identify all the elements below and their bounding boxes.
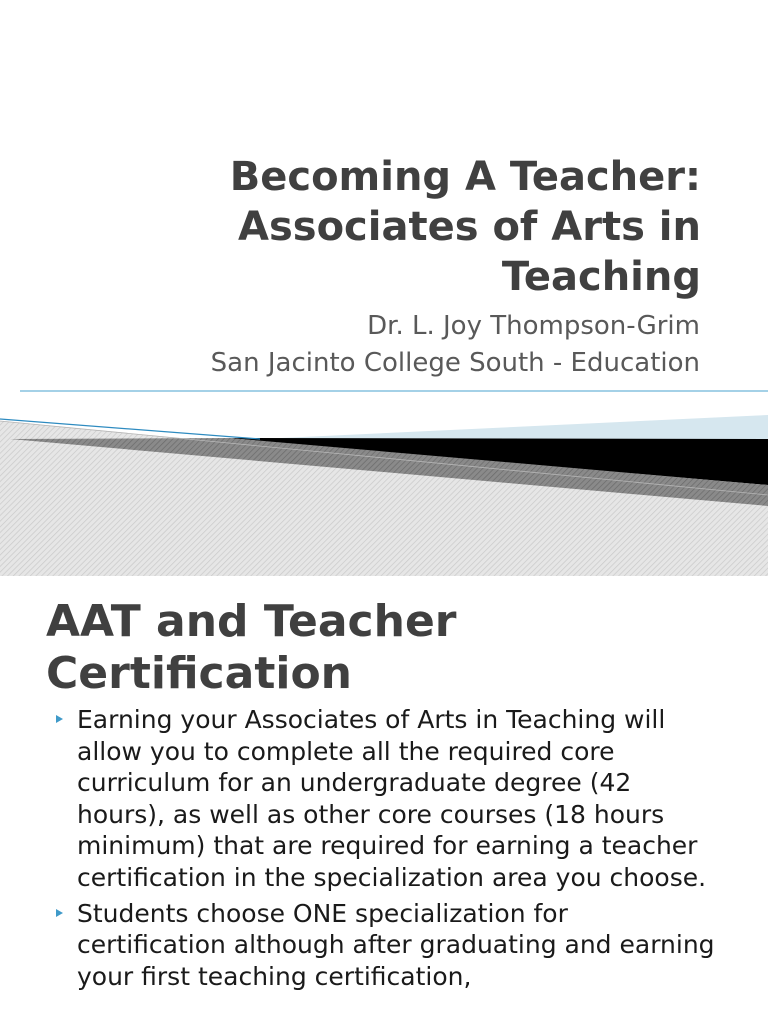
list-item bbox=[56, 704, 716, 894]
slide-title bbox=[81, 152, 701, 302]
bullet-text: Earning your Associates of Arts in Teaching will allow you to complete all the required core curriculum for an undergraduate degree (42 hours), as well as other core courses (18 hours minimum) that are required for earning a teacher certification in the specialization area you choose. bbox=[77, 705, 707, 892]
bullet-text: Students choose ONE specialization for certification although after graduating and earning your first teaching certification, bbox=[77, 898, 715, 991]
bullet-list bbox=[56, 704, 716, 996]
title-block bbox=[81, 152, 701, 302]
list-item bbox=[56, 898, 716, 993]
content-slide-title bbox=[46, 596, 726, 700]
subtitle-block bbox=[60, 308, 700, 382]
slide-title-line: Teaching bbox=[501, 254, 701, 300]
slide-title-line: Becoming A Teacher: bbox=[229, 154, 701, 200]
triangle-bullet-icon bbox=[56, 909, 63, 917]
presenter-affiliation: San Jacinto College South - Education bbox=[210, 348, 700, 378]
content-slide bbox=[0, 576, 768, 1024]
triangle-bullet-icon bbox=[56, 715, 63, 723]
slide-title-line: Associates of Arts in bbox=[238, 204, 701, 250]
content-title-line: AAT and Teacher bbox=[46, 596, 457, 647]
presenter-name: Dr. L. Joy Thompson-Grim bbox=[367, 311, 700, 341]
content-title-line: Certification bbox=[46, 648, 353, 699]
decorative-stripe-graphic bbox=[0, 385, 768, 576]
